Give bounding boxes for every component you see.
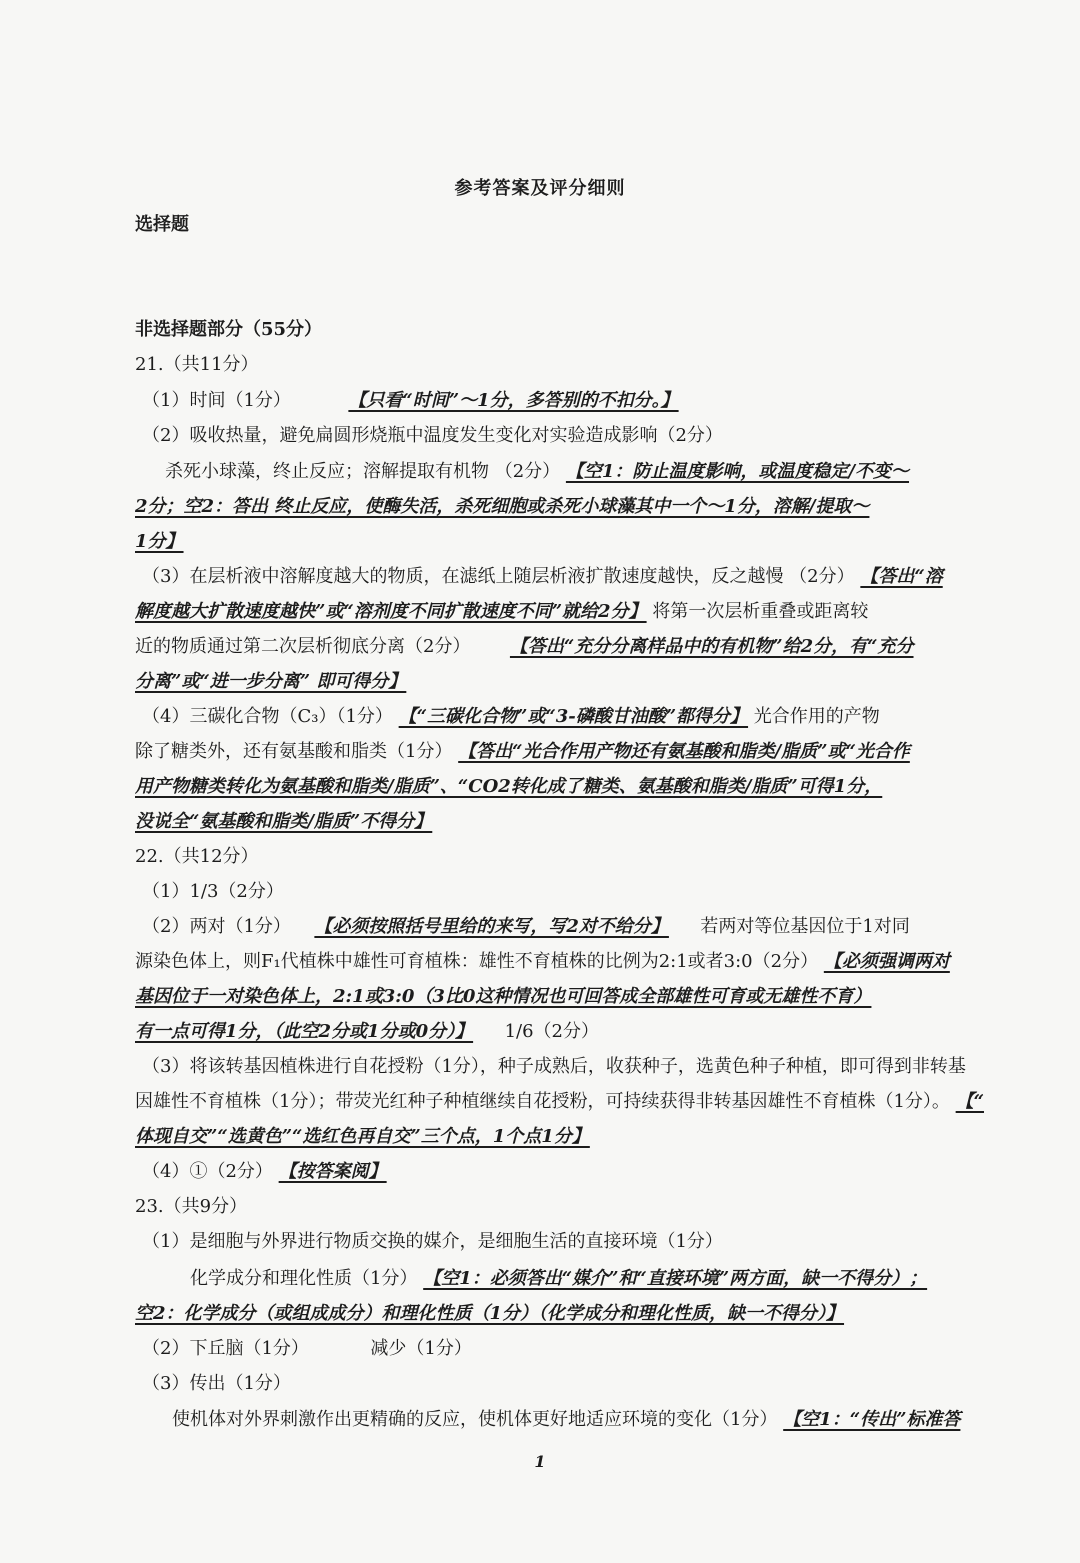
q23-line [172,1403,1025,1437]
q21-line [142,384,1025,418]
grading-note: 解度越大扩散速度越快”或“溶剂度不同扩散速度不同”就给2分】 [135,601,647,622]
grading-note: 分离”或“进一步分离” 即可得分】 [135,671,407,692]
grading-note: 【只看“时间”～1分，多答别的不扣分。】 [348,390,679,411]
grading-note: 空2：化学成分（或组成成分）和理化性质（1分）（化学成分和理化性质，缺一不得分）】 [135,1303,845,1324]
nonmc-heading: 非选择题部分（55分） [135,319,323,340]
answer-text: 将第一次层析重叠或距离较 [652,601,869,622]
grading-note: 2分；空2：答出 终止反应，使酶失活，杀死细胞或杀死小球藻其中一个～1分，溶解/提取～ [135,496,870,517]
q23-line [190,1262,1025,1296]
q21-line [135,735,1025,769]
grading-note: 【答出“溶 [860,566,943,587]
q21-line [135,595,1025,629]
q22-heading: 22.（共12分） [135,846,259,867]
mc-heading: 选择题 [135,214,189,235]
answer-text: 使机体对外界刺激作出更精确的反应，使机体更好地适应环境的变化（1分） [172,1409,778,1430]
answer-text: 1/6（2分） [504,1021,599,1042]
grading-note: 体现自交”“选黄色”“选红色再自交”三个点，1个点1分】 [135,1126,590,1147]
answer-text: （4）三碳化合物（C₃）（1分） [142,706,393,727]
grading-note: 【“三碳化合物”或“3-磷酸甘油酸”都得分】 [398,706,749,727]
grading-note: 有一点可得1分，（此空2分或1分或0分）】 [135,1021,474,1042]
q22-line [135,1015,1025,1049]
answer-text: 因雄性不育植株（1分）；带荧光红种子种植继续自花授粉，可持续获得非转基因雄性不育植株（1分）。 [135,1091,950,1112]
answer-text: 若两对等位基因位于1对同 [700,916,910,937]
grading-note: 【答出“光合作用产物还有氨基酸和脂类/脂质”或“光合作 [458,741,910,762]
q21-line [135,805,1025,839]
q22-line: （3）将该转基因植株进行自花授粉（1分），种子成熟后，收获种子，选黄色种子种植，即可得到非转基 [142,1056,966,1077]
q21-line [135,665,1025,699]
q23-line: （1）是细胞与外界进行物质交换的媒介，是细胞生活的直接环境（1分） [142,1231,723,1252]
grading-note: 【空1：防止温度影响，或温度稳定/不变～ [565,461,910,482]
grading-note: 【答出“充分分离样品中的有机物”给2分，有“充分 [509,636,914,657]
q23-line [142,1332,1025,1366]
answer-text: 除了糖类外，还有氨基酸和脂类（1分） [135,741,453,762]
q21-line: （2）吸收热量，避免扁圆形烧瓶中温度发生变化对实验造成影响（2分） [142,425,723,446]
grading-note: 【空1：必须答出“媒介”和“直接环境”两方面，缺一不得分）； [423,1268,928,1289]
q22-line [135,945,1025,979]
q22-line [135,1085,1025,1119]
grading-note: 基因位于一对染色体上，2:1或3:0（3比0这种情况也可回答成全部雄性可育或无雄性不育） [135,986,872,1007]
answer-text: （3）在层析液中溶解度越大的物质，在滤纸上随层析液扩散速度越快，反之越慢 （2分） [142,566,855,587]
grading-note: 【“ [955,1091,984,1112]
answer-text: 源染色体上，则F₁代植株中雄性可育植株：雄性不育植株的比例为2:1或者3:0（2分） [135,951,819,972]
q23-line: （3）传出（1分） [142,1373,291,1394]
answer-text: 近的物质通过第二次层析彻底分离（2分） [135,636,471,657]
answer-text: 减少（1分） [370,1338,472,1359]
q21-line [135,525,1025,559]
q22-line [135,1120,1025,1154]
q21-line [135,490,1025,524]
q21-heading: 21.（共11分） [135,354,259,375]
q22-line [142,910,1025,944]
q21-line [142,560,1025,594]
answer-text: （2）两对（1分） [142,916,291,937]
grading-note: 没说全“氨基酸和脂类/脂质”不得分】 [135,811,433,832]
answer-text: 化学成分和理化性质（1分） [190,1268,418,1289]
answer-text: 杀死小球藻，终止反应；溶解提取有机物 （2分） [165,461,561,482]
q21-line [165,455,1025,489]
q23-line [135,1297,1025,1331]
q23-heading: 23.（共9分） [135,1196,248,1217]
grading-note: 【按答案阅】 [278,1161,387,1182]
q21-line [135,630,1025,664]
answer-text: （2）下丘脑（1分） [142,1338,309,1359]
grading-note: 【必须强调两对 [823,951,950,972]
q21-line [142,700,1025,734]
page-number: 1 [534,1452,546,1471]
grading-note: 用产物糖类转化为氨基酸和脂类/脂质”、“CO2转化成了糖类、氨基酸和脂类/脂质”可得1分， [135,776,883,797]
q22-line: （1）1/3（2分） [142,881,284,902]
q22-line [142,1155,1025,1189]
grading-note: 1分】 [135,531,184,552]
grading-note: 【空1：“传出”标准答 [783,1409,961,1430]
answer-text: 光合作用的产物 [753,706,880,727]
page-title: 参考答案及评分细则 [454,178,626,199]
grading-note: 【必须按照括号里给的来写，写2对不给分】 [314,916,669,937]
answer-text: （4）①（2分） [142,1161,273,1182]
answer-text: （1）时间（1分） [142,390,291,411]
q22-line [135,980,1025,1014]
q21-line [135,770,1025,804]
